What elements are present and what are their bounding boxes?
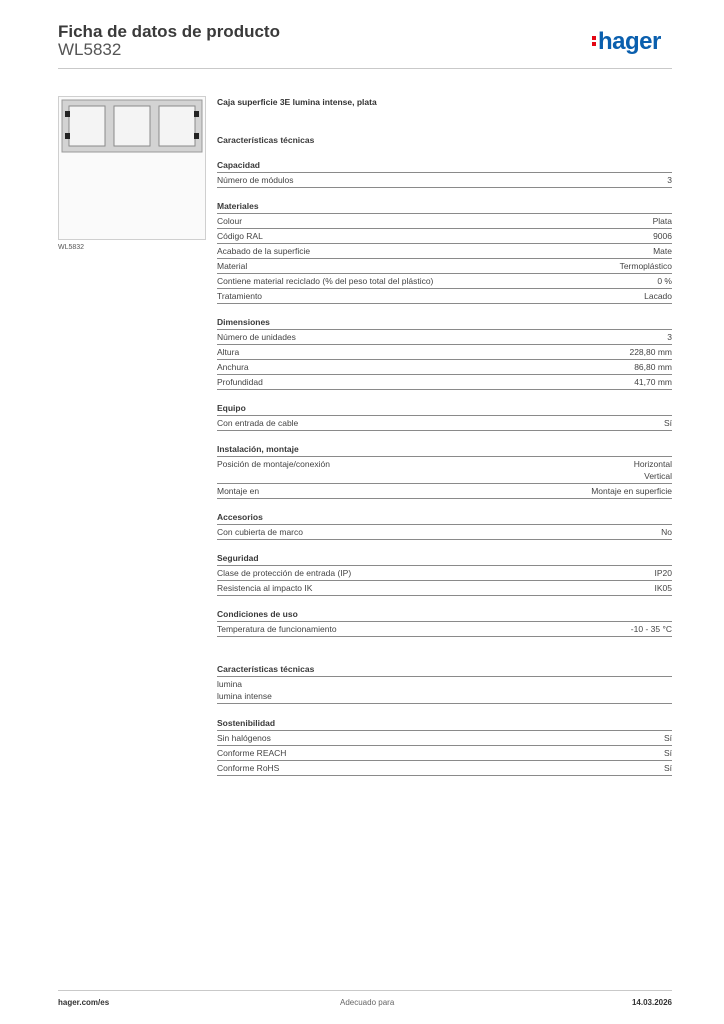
section-title: Características técnicas [217,135,315,145]
spec-label: Tratamiento [217,291,263,301]
spec-row [217,484,672,499]
spec-value: Montaje en superficie [591,486,672,496]
spec-value: Sí [663,763,672,773]
spec-label: Resistencia al impacto IK [217,583,313,593]
spec-row [217,525,672,540]
header-divider [58,68,672,69]
spec-section [217,200,672,304]
spec-label: Con entrada de cable [217,418,299,428]
spec-label: Número de unidades [217,332,296,342]
section-title: Capacidad [217,159,672,173]
product-image [58,96,206,240]
spec-row [217,566,672,581]
spec-value: Plata [652,216,672,226]
spec-row [217,289,672,304]
spec-section [217,608,672,637]
section-title: Instalación, montaje [217,443,672,457]
spec-value: 86,80 mm [634,362,672,372]
spec-value: -10 - 35 °C [630,624,672,634]
spec-row [217,581,672,596]
spec-value: 228,80 mm [629,347,672,357]
footer-date: 14.03.2026 [631,998,672,1007]
spec-row [217,677,672,704]
spec-section [217,316,672,390]
product-frame-illustration [59,97,205,239]
spec-value: 0 % [657,276,672,286]
logo-text: hager [598,28,661,55]
image-caption: WL5832 [58,244,85,251]
spec-label: Anchura [217,362,249,372]
section-title: Sostenibilidad [217,717,672,731]
spec-section [217,443,672,499]
spec-section [217,717,672,776]
spec-value: Sí [663,733,672,743]
spec-section [217,511,672,540]
spec-section [217,552,672,596]
spec-label: Temperatura de funcionamiento [217,624,337,634]
section-title: Accesorios [217,511,672,525]
section-title: Dimensiones [217,316,672,330]
spec-label: Colour [217,216,243,226]
section-title: Materiales [217,200,672,214]
spec-row [217,375,672,390]
spec-value: No [661,527,672,537]
document-title: Ficha de datos de producto [58,22,280,41]
spec-label: Contiene material reciclado (% del peso total del plástico) [217,276,434,286]
spec-row [217,761,672,776]
spec-value: Termoplástico [619,261,672,271]
product-name: Caja superficie 3E lumina intense, plata [217,97,377,107]
spec-row [217,416,672,431]
spec-label: Acabado de la superficie [217,246,311,256]
spec-value: 3 [667,175,672,185]
product-code: WL5832 [58,40,122,59]
spec-label: Clase de protección de entrada (IP) [217,568,352,578]
spec-value: 41,70 mm [634,377,672,387]
spec-section [217,402,672,431]
footer-middle-text: Adecuado para [340,998,395,1007]
spec-value: Sí [663,748,672,758]
spec-label: lumina lumina intense [217,679,272,701]
spec-label: Profundidad [217,377,263,387]
footer-website: hager.com/es [58,998,110,1007]
spec-label: Número de módulos [217,175,294,185]
spec-row [217,330,672,345]
spec-section [217,134,672,147]
section-title: Equipo [217,402,672,416]
spec-value: Lacado [644,291,672,301]
logo-dots-icon [592,34,596,48]
spec-row [217,214,672,229]
hager-logo [592,28,661,56]
spec-value: 9006 [653,231,672,241]
spec-label: Conforme REACH [217,748,287,758]
spec-row [217,229,672,244]
spec-label: Material [217,261,248,271]
spec-label: Sin halógenos [217,733,271,743]
section-title: Condiciones de uso [217,608,672,622]
footer-divider [58,990,672,991]
spec-section [217,663,672,704]
spec-row [217,731,672,746]
spec-row [217,360,672,375]
spec-value: 3 [667,332,672,342]
spec-label: Código RAL [217,231,263,241]
spec-row [217,345,672,360]
spec-row [217,244,672,259]
spec-row [217,457,672,484]
spec-value: IP20 [654,568,672,578]
spec-row [217,622,672,637]
spec-value: Horizontal Vertical [633,459,672,481]
spec-section [217,159,672,188]
spec-label: Montaje en [217,486,260,496]
spec-row [217,173,672,188]
spec-label: Posición de montaje/conexión [217,459,330,469]
spec-label: Conforme RoHS [217,763,280,773]
spec-value: IK05 [654,583,672,593]
spec-row [217,746,672,761]
spec-content [217,96,672,776]
spec-row [217,274,672,289]
section-title: Características técnicas [217,663,672,677]
spec-label: Altura [217,347,240,357]
section-title: Seguridad [217,552,672,566]
spec-value: Sí [663,418,672,428]
spec-value: Mate [653,246,672,256]
spec-label: Con cubierta de marco [217,527,303,537]
spec-row [217,259,672,274]
